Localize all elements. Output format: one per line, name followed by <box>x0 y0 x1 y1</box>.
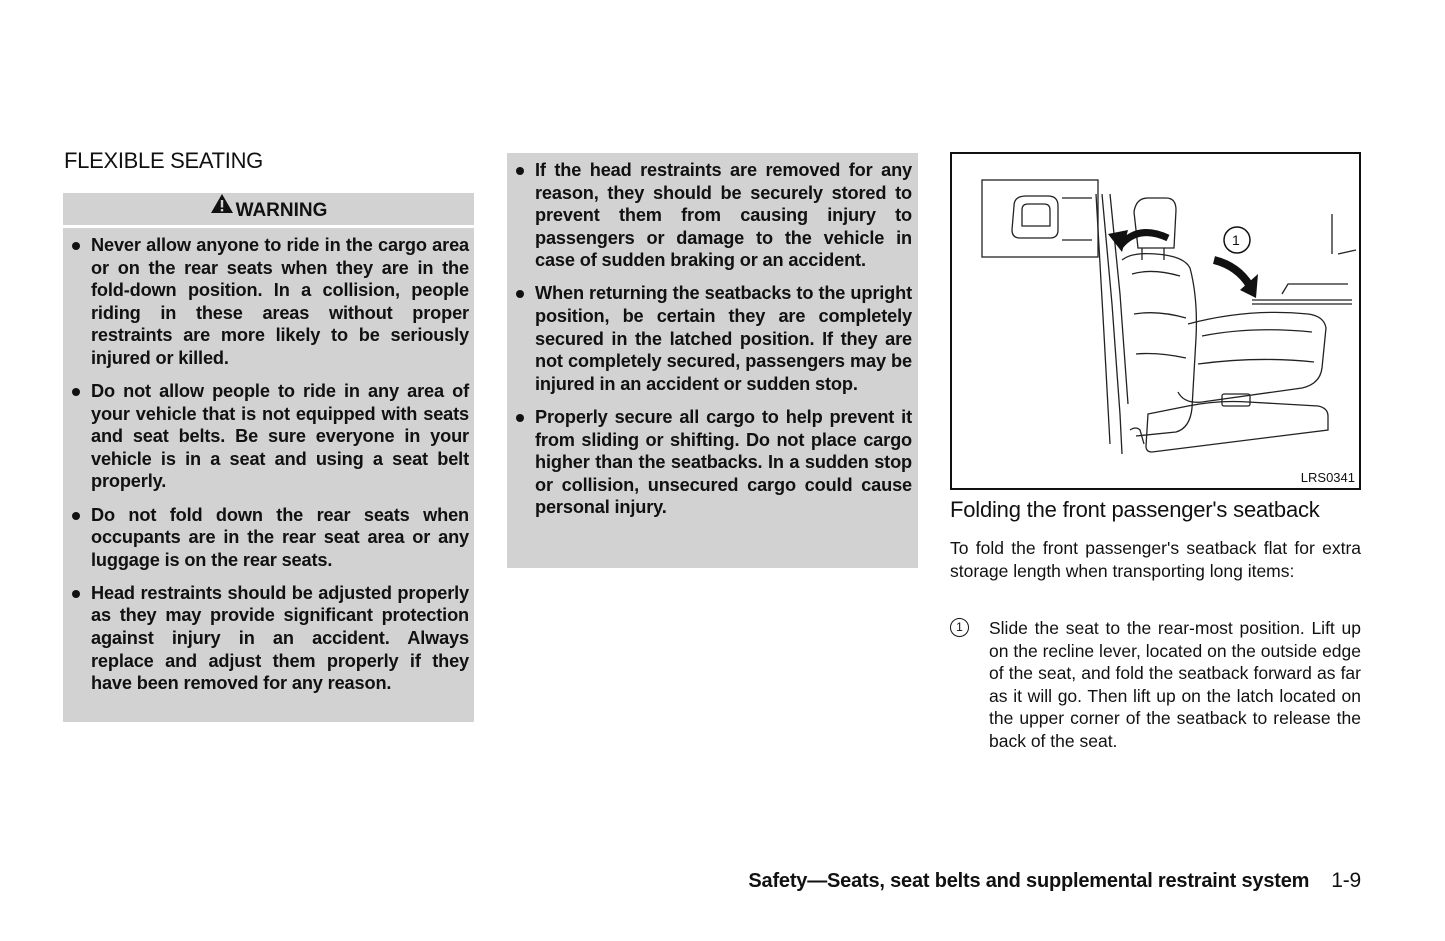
warning-item: When returning the seatbacks to the upright position, be certain they are completely secured in the latched position. If they are not completely secured, passengers may be injured in an accident or sudden stop. <box>514 282 912 395</box>
step-number-badge: 1 <box>950 618 969 637</box>
warning-item: Head restraints should be adjusted properly as they may provide significant protection against injury in an accident. Always replace and adjust them properly if they have been removed for any reason. <box>70 582 469 695</box>
page-footer <box>748 869 1361 893</box>
warning-item: Do not fold down the rear seats when occupants are in the rear seat area or any luggage is on the rear seats. <box>70 504 469 572</box>
page-number: 1-9 <box>1331 869 1361 892</box>
section-title: FLEXIBLE SEATING <box>64 148 263 173</box>
warning-triangle-icon <box>210 191 234 227</box>
seat-drawing <box>952 154 1359 488</box>
warning-header <box>63 193 474 225</box>
warning-item: Never allow anyone to ride in the cargo area or on the rear seats when they are in the fold-down position. In a collision, people riding in these areas without proper restraints are more likely to be seriously injured or killed. <box>70 234 469 370</box>
warning-item: If the head restraints are removed for any reason, they should be securely stored to prevent them from causing injury to passengers or damage to the vehicle in case of sudden braking or an accident. <box>514 159 912 272</box>
figure-callout-number: 1 <box>1232 232 1240 248</box>
warning-item: Do not allow people to ride in any area of your vehicle that is not equipped with seats and seat belts. Be sure everyone in your vehicle is in a seat and using a seat belt properly. <box>70 380 469 493</box>
intro-paragraph: To fold the front passenger's seatback flat for extra storage length when transporting long items: <box>950 538 1361 581</box>
warning-box-left <box>63 228 474 722</box>
footer-section-title: Safety—Seats, seat belts and supplemental restraint system <box>748 870 1310 892</box>
warning-box-middle <box>507 153 918 568</box>
figure-caption: Folding the front passenger's seatback <box>950 497 1320 522</box>
step-text: Slide the seat to the rear-most position. Lift up on the recline lever, located on the outside edge of the seat, and fold the seatback forward as far as it will go. Then lift up on the latch located on the upper corner of the seatback to release the back of the seat. <box>989 618 1361 751</box>
warning-item: Properly secure all cargo to help prevent it from sliding or shifting. Do not place cargo higher than the seatbacks. In a sudden stop or collision, unsecured cargo could cause personal injury. <box>514 406 912 519</box>
warning-label: WARNING <box>235 200 328 221</box>
step-item <box>950 617 1361 753</box>
figure-code: LRS0341 <box>1300 470 1355 485</box>
seat-illustration <box>950 152 1361 490</box>
